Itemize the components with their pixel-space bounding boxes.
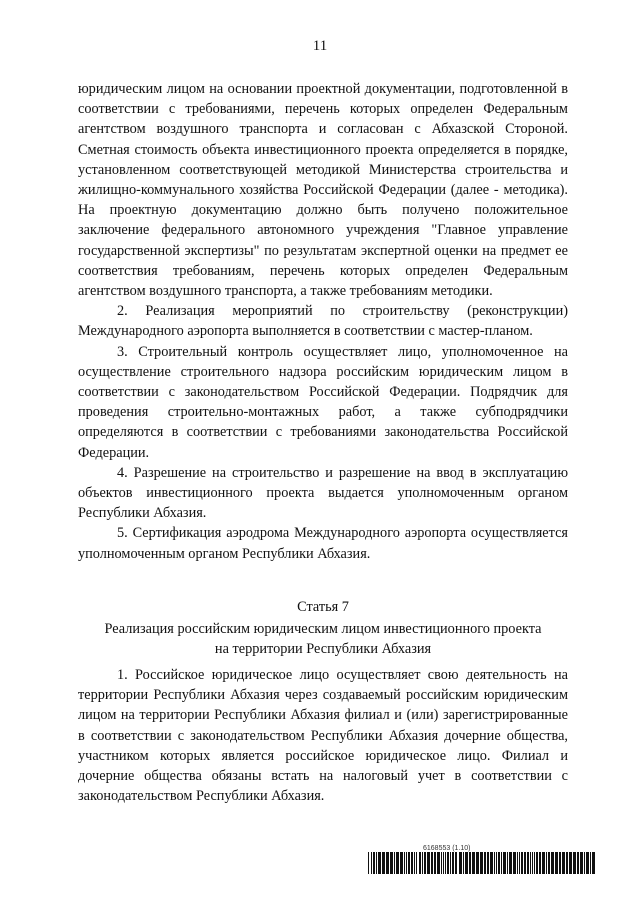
paragraph-continuation: юридическим лицом на основании проектной документации, подготовленной в соответствии с требованиями, перечень которых определен Федеральным агентством воздушного транспорта и согласован с Абхазской Стороной. Сметная стоимость объекта инвестиционного проекта определяется в порядке, установленном соответствующей методикой Министерства строительства и жилищно-коммунального хозяйства Российской Федерации (далее - методика). На проектную документацию должно быть получено положительное заключение федерального автономного учреждения "Главное управление государственной экспертизы" по результатам экспертной оценки на предмет ее соответствия требованиям, перечень которых определен Федеральным агентством воздушного транспорта, а также требованиям методики. (78, 81, 568, 300)
document-body (78, 79, 568, 564)
article-title: Статья 7 (297, 599, 349, 615)
article-body (78, 665, 568, 806)
article-heading-line-2: на территории Республики Абхазия (214, 641, 432, 658)
paragraph-item-5: 5. Сертификация аэродрома Международного аэропорта осуществляется уполномоченным органом Республики Абхазия. (78, 525, 568, 562)
paragraph-item-4: 4. Разрешение на строительство и разрешение на ввод в эксплуатацию объектов инвестиционного проекта выдается уполномоченным органом Республики Абхазия. (78, 464, 568, 522)
barcode-icon (368, 852, 598, 874)
page-number: 11 (312, 38, 328, 54)
paragraph-item-2: 2. Реализация мероприятий по строительству (реконструкции) Международного аэропорта выполняется в соответствии с мастер-планом. (78, 303, 568, 340)
article-paragraph-1: 1. Российское юридическое лицо осуществляет свою деятельность на территории Республики Абхазия через создаваемый российским юридическим лицом на территории Республики Абхазия филиал и (или) зарегистрированные в соответствии с законодательством Республики Абхазия дочерние общества, участником которых является российское юридическое лицо. Филиал и дочерние общества обязаны встать на налоговый учет в соответствии с законодательством Республики Абхазия. (78, 667, 568, 805)
document-code: 6168553 (1.10) (423, 845, 471, 852)
article-heading-line-1: Реализация российским юридическим лицом инвестиционного проекта (104, 621, 542, 638)
article-header (78, 597, 568, 660)
paragraph-item-3: 3. Строительный контроль осуществляет лицо, уполномоченное на осуществление строительного надзора российским юридическим лицом в соответствии с законодательством Российской Федерации. Подрядчик для проведения строительно-монтажных работ, а также субподрядчики определяются в соответствии с требованиями законодательства Российской Федерации. (78, 343, 568, 461)
